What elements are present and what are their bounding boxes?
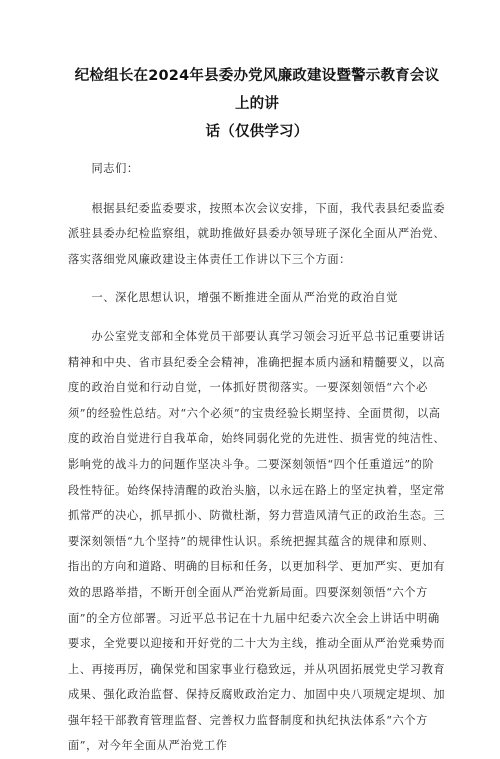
document-title-line-1: 纪检组长在2024年县委办党风廉政建设暨警示教育会议上的讲 <box>74 68 440 112</box>
document-title <box>68 62 446 146</box>
document-body <box>68 156 446 759</box>
section-1-paragraph: 办公室党支部和全体党员干部要认真学习领会习近平总书记重要讲话精神和中央、省市县纪委全会精神，准确把握本质内涵和精髓要义，以高度的政治自觉和行动自觉，一体抓好贯彻落实。一要深刻领悟“六个必须”的经验性总结。对“六个必须”的宝贵经验长期坚持、全面贯彻，以高度的政治自觉进行自我革命，始终同弱化党的先进性、损害党的纯洁性、影响党的战斗力的问题作坚决斗争。二要深刻领悟“四个任重道远”的阶段性特征。始终保持清醒的政治头脑，以永远在路上的坚定执着，坚定常抓常严的决心，抓早抓小、防微杜渐，努力营造风清气正的政治生态。三要深刻领悟“九个坚持”的规律性认识。系统把握其蕴含的规律和原则、指出的方向和道路、明确的目标和任务，以更加科学、更加严实、更加有效的思路举措，不断开创全面从严治党新局面。四要深刻领悟“六个方面”的全方位部署。习近平总书记在十九届中纪委六次全会上讲话中明确要求，全党要以迎接和开好党的二十大为主线，推动全面从严治党乘势而上、再接再厉，确保党和国家事业行稳致远，并从巩固拓展党史学习教育成果、强化政治监督、保持反腐败政治定力、加固中央八项规定堤坝、加强年轻干部教育管理监督、完善权力监督制度和执纪执法体系“六个方面”，对今年全面从严治党工作 <box>68 329 446 753</box>
intro-paragraph: 根据县纪委监委要求，按照本次会议安排，下面，我代表县纪委监委派驻县委办纪检监察组，就助推做好县委办领导班子深化全面从严治党、落实落细党风廉政建设主体责任工作讲以下三个方面： <box>68 201 446 266</box>
section-1-heading: 一、深化思想认识，增强不断推进全面从严治党的政治自觉 <box>91 291 398 305</box>
salutation: 同志们： <box>91 162 139 175</box>
document-title-line-2: 话（仅供学习） <box>205 124 309 140</box>
